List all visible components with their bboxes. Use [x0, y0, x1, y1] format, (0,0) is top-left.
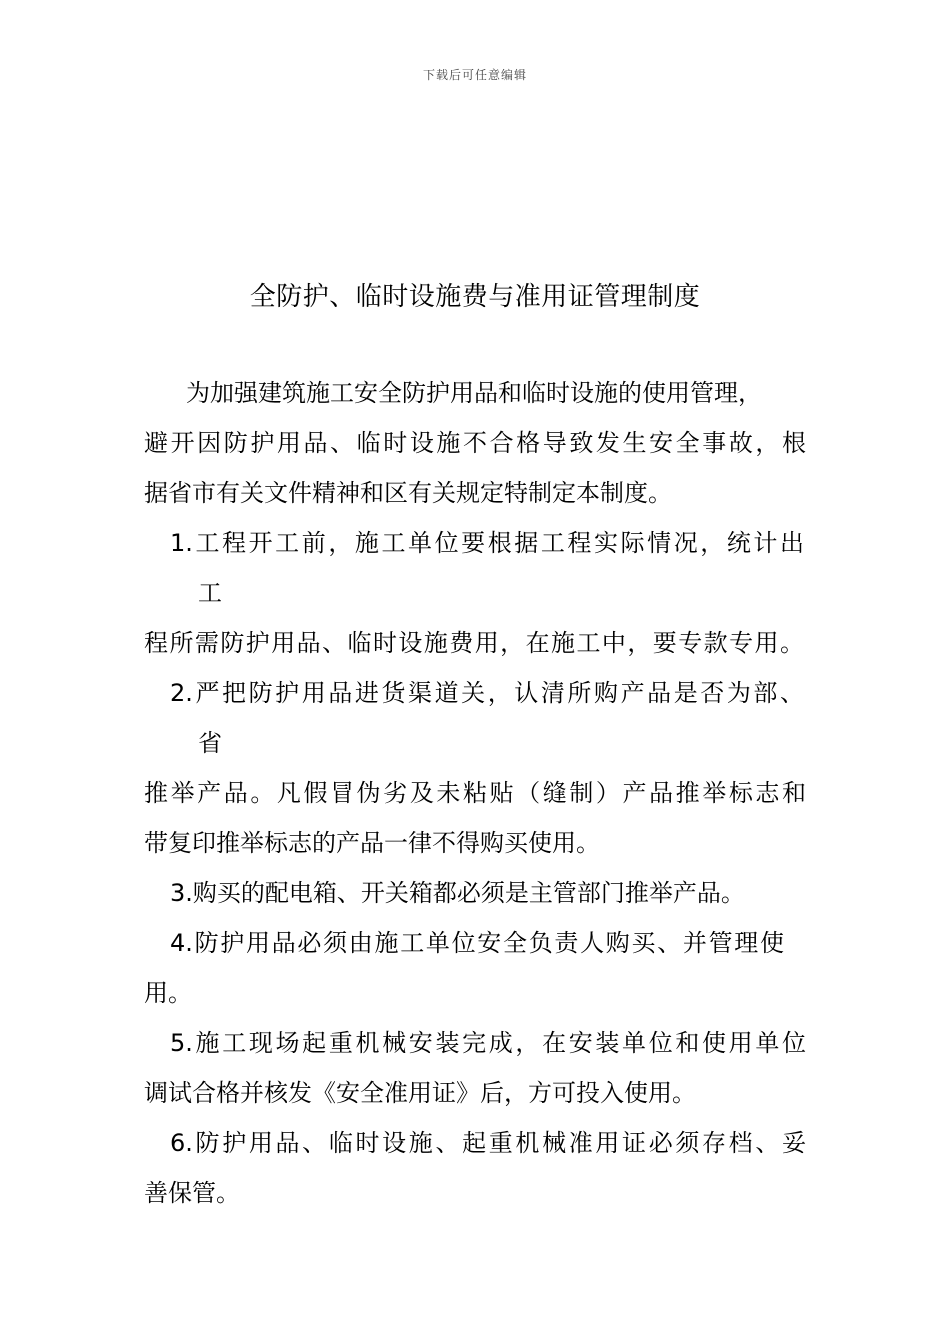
list-item-6: 6.防护用品、临时设施、起重机械准用证必须存档、妥 — [170, 1129, 806, 1157]
document-title: 全防护、临时设施费与准用证管理制度 — [249, 282, 701, 312]
list-item-3: 3.购买的配电箱、开关箱都必须是主管部门推举产品。 — [170, 879, 745, 907]
body-line: 据省市有关文件精神和区有关规定特制定本制度。 — [144, 479, 672, 507]
list-item-2: 2.严把防护用品进货渠道关，认清所购产品是否为部、 — [170, 679, 804, 707]
body-line: 善保管。 — [144, 1179, 240, 1207]
body-line: 为加强建筑施工安全防护用品和临时设施的使用管理， — [186, 379, 762, 407]
list-item-1: 1.工程开工前，施工单位要根据工程实际情况，统计出 — [170, 529, 804, 557]
list-item-1-continued: 工 — [198, 579, 222, 607]
body-line: 带复印推举标志的产品一律不得购买使用。 — [144, 829, 600, 857]
body-line: 程所需防护用品、临时设施费用，在施工中，要专款专用。 — [144, 629, 804, 657]
list-item-4: 4.防护用品必须由施工单位安全负责人购买、并管理使 — [170, 929, 784, 957]
list-item-5: 5.施工现场起重机械安装完成，在安装单位和使用单位 — [170, 1029, 806, 1057]
body-line: 避开因防护用品、临时设施不合格导致发生安全事故，根 — [144, 429, 806, 457]
body-line: 调试合格并核发《安全准用证》后，方可投入使用。 — [144, 1079, 696, 1107]
header-note: 下载后可任意编辑 — [422, 68, 527, 82]
body-line: 推举产品。凡假冒伪劣及未粘贴（缝制）产品推举标志和 — [144, 779, 806, 807]
body-line: 用。 — [144, 979, 192, 1007]
list-item-2-continued: 省 — [198, 729, 222, 757]
